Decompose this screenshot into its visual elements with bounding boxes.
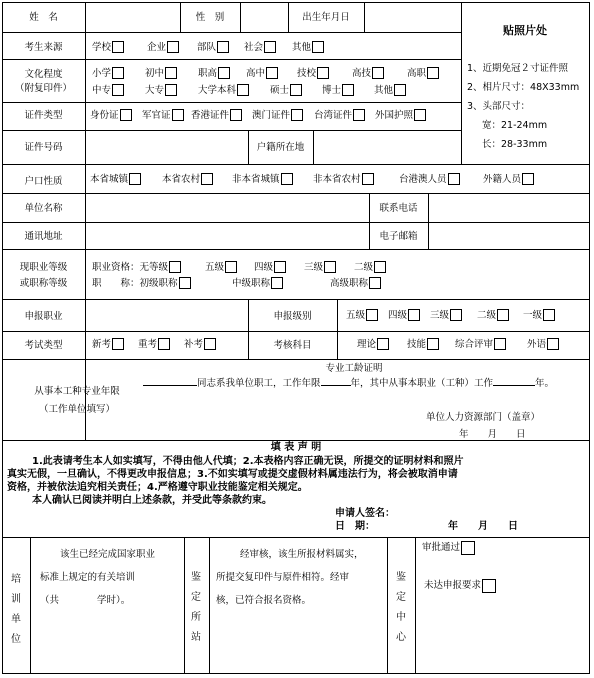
option-label: 澳门证件 bbox=[252, 110, 291, 121]
option-label: 五级 bbox=[205, 262, 225, 273]
option-label: 外语 bbox=[527, 339, 547, 350]
checkbox[interactable] bbox=[167, 41, 179, 53]
option-label: 企业 bbox=[147, 42, 167, 53]
station-line-2: 所提交复印件与原件相符。经审 bbox=[216, 572, 350, 583]
option-enterprise[interactable] bbox=[147, 42, 179, 54]
checkbox[interactable] bbox=[274, 261, 286, 273]
option-label: 其他 bbox=[292, 42, 312, 53]
option-label: 三级 bbox=[430, 310, 450, 321]
checkbox[interactable] bbox=[427, 67, 439, 79]
checkbox[interactable] bbox=[427, 338, 439, 350]
photo-note: 1、近期免冠２寸证件照 bbox=[467, 63, 569, 74]
declaration-date-parts: 年 月 日 bbox=[448, 521, 518, 532]
checkbox[interactable] bbox=[165, 67, 177, 79]
checkbox[interactable] bbox=[218, 67, 230, 79]
option-macau-id[interactable] bbox=[252, 110, 303, 122]
option-label: 无等级 bbox=[139, 262, 169, 273]
option-army[interactable] bbox=[197, 42, 229, 54]
colleague-name-blank[interactable] bbox=[143, 385, 197, 386]
checkbox[interactable] bbox=[366, 309, 378, 321]
checkbox[interactable] bbox=[522, 173, 534, 185]
option-new-exam[interactable] bbox=[92, 339, 124, 351]
option-label: 一级 bbox=[523, 310, 543, 321]
photo-note: 2、相片尺寸：48X33mm bbox=[467, 82, 580, 93]
training-line-2: 标准上规定的有关培训 bbox=[40, 572, 136, 583]
option-label: 非本省城镇 bbox=[232, 174, 280, 185]
option-label: 二级 bbox=[354, 262, 374, 273]
checkbox[interactable] bbox=[497, 309, 509, 321]
checkbox[interactable] bbox=[450, 309, 462, 321]
option-label: 未达申报要求 bbox=[424, 580, 482, 591]
hukou-place-input[interactable] bbox=[314, 131, 460, 163]
occupation-years-blank[interactable] bbox=[493, 385, 535, 386]
qualification-row bbox=[92, 262, 181, 274]
checkbox[interactable] bbox=[342, 84, 354, 96]
checkbox[interactable] bbox=[461, 541, 475, 555]
option-label: 军官证 bbox=[142, 110, 171, 121]
option-label: 中专 bbox=[92, 85, 112, 96]
hr-dept-stamp: 单位人力资源部门（盖章） bbox=[426, 412, 541, 423]
option-passport[interactable] bbox=[375, 110, 426, 122]
option-label: 中级职称 bbox=[232, 278, 271, 289]
training-unit-label: 培训单位 bbox=[11, 574, 21, 645]
option-province-rural[interactable] bbox=[162, 174, 213, 186]
option-label: 社会 bbox=[244, 42, 264, 53]
option-college[interactable] bbox=[145, 85, 177, 97]
option-skill[interactable] bbox=[407, 339, 439, 351]
checkbox[interactable] bbox=[353, 109, 365, 121]
sentence-part-b: 年，其中从事本职业（工种）工作 bbox=[350, 378, 494, 389]
option-label: 四级 bbox=[254, 262, 274, 273]
option-title-senior[interactable] bbox=[330, 278, 381, 290]
option-apply-4[interactable] bbox=[388, 310, 420, 322]
option-society[interactable] bbox=[244, 42, 276, 54]
option-label: 部队 bbox=[197, 42, 217, 53]
proof-date: 年 月 日 bbox=[459, 429, 526, 440]
option-school[interactable] bbox=[92, 42, 124, 54]
checkbox[interactable] bbox=[482, 579, 496, 593]
option-label: 高职 bbox=[407, 68, 427, 79]
option-province-urban[interactable] bbox=[90, 174, 141, 186]
checkbox[interactable] bbox=[372, 67, 384, 79]
option-label: 香港证件 bbox=[191, 110, 230, 121]
option-label: 高级职称 bbox=[330, 278, 369, 289]
station-line-3: 核，已符合报名资格。 bbox=[216, 595, 312, 606]
declaration-line-4: 本人确认已阅读并明白上述条款，并受此等条款约束。 bbox=[32, 495, 272, 506]
option-nonprovince-rural[interactable] bbox=[313, 174, 374, 186]
training-line-3: （共 学时）。 bbox=[40, 595, 131, 606]
photo-note: 宽：21-24mm bbox=[482, 120, 548, 131]
option-label: 大专 bbox=[145, 85, 165, 96]
option-label: 非本省农村 bbox=[313, 174, 361, 185]
option-label: 新考 bbox=[92, 339, 112, 350]
option-label: 高技 bbox=[352, 68, 372, 79]
checkbox[interactable] bbox=[408, 309, 420, 321]
col-line bbox=[184, 537, 185, 673]
id-number-label: 证件号码 bbox=[24, 142, 63, 153]
row-line bbox=[2, 164, 590, 165]
checkbox[interactable] bbox=[271, 277, 283, 289]
birth-label: 出生年月日 bbox=[302, 12, 350, 23]
col-line bbox=[415, 537, 416, 673]
gender-label: 性 别 bbox=[195, 12, 225, 23]
option-label: 审批通过 bbox=[422, 542, 461, 553]
employer-label: 单位名称 bbox=[24, 203, 63, 214]
option-label: 高中 bbox=[246, 68, 266, 79]
checkbox[interactable] bbox=[129, 173, 141, 185]
option-label: 五级 bbox=[346, 310, 366, 321]
option-master[interactable] bbox=[270, 85, 302, 97]
option-label: 本省农村 bbox=[162, 174, 201, 185]
option-label: 博士 bbox=[322, 85, 342, 96]
declaration-date-label: 日 期： bbox=[335, 521, 375, 532]
name-label: 姓 名 bbox=[29, 12, 58, 23]
option-label: 外国护照 bbox=[375, 110, 414, 121]
border-bottom bbox=[2, 673, 590, 674]
checkbox[interactable] bbox=[312, 41, 324, 53]
title-prefix: 职 称： bbox=[92, 278, 140, 289]
email-label: 电子邮箱 bbox=[379, 231, 418, 242]
row-line bbox=[2, 249, 590, 250]
center-label: 鉴定中心 bbox=[396, 572, 406, 643]
photo-area[interactable] bbox=[462, 3, 588, 163]
photo-note: 3、头部尺寸： bbox=[467, 101, 531, 112]
name-input[interactable] bbox=[86, 3, 179, 31]
option-apply-5[interactable] bbox=[346, 310, 378, 322]
source-label: 考生来源 bbox=[24, 42, 63, 53]
option-theory[interactable] bbox=[357, 339, 389, 351]
work-years-label: 从事本工种专业年限 bbox=[34, 386, 120, 397]
photo-note: 长：28-33mm bbox=[482, 139, 548, 150]
option-label: 三级 bbox=[304, 262, 324, 273]
option-label: 身份证 bbox=[90, 110, 119, 121]
phone-label: 联系电话 bbox=[379, 203, 418, 214]
col-line bbox=[209, 537, 210, 673]
checkbox[interactable] bbox=[369, 277, 381, 289]
option-nonprovince-urban[interactable] bbox=[232, 174, 293, 186]
years-blank[interactable] bbox=[321, 385, 351, 386]
checkbox[interactable] bbox=[112, 84, 124, 96]
col-line bbox=[337, 299, 338, 359]
checkbox[interactable] bbox=[324, 261, 336, 273]
option-label: 小学 bbox=[92, 68, 112, 79]
checkbox[interactable] bbox=[120, 109, 132, 121]
qualification-prefix: 职业资格： bbox=[92, 262, 140, 273]
option-hk-macau-taiwan[interactable] bbox=[399, 174, 460, 186]
col-line bbox=[30, 537, 31, 673]
education-label: 文化程度 bbox=[24, 69, 63, 80]
option-label: 职高 bbox=[198, 68, 218, 79]
gender-input[interactable] bbox=[241, 3, 287, 31]
application-form bbox=[2, 2, 590, 674]
birth-input[interactable] bbox=[365, 3, 460, 31]
applicant-signature-label: 申请人签名： bbox=[335, 508, 395, 519]
option-label: 初级职称 bbox=[139, 278, 178, 289]
apply-job-label: 申报职业 bbox=[24, 311, 63, 322]
option-comprehensive[interactable] bbox=[455, 339, 506, 351]
option-apply-2[interactable] bbox=[477, 310, 509, 322]
checkbox[interactable] bbox=[179, 277, 191, 289]
option-qual-4[interactable] bbox=[254, 262, 286, 274]
option-label: 其他 bbox=[374, 85, 394, 96]
option-retake[interactable] bbox=[138, 339, 170, 351]
checkbox[interactable] bbox=[112, 338, 124, 350]
checkbox[interactable] bbox=[394, 84, 406, 96]
address-input[interactable] bbox=[86, 223, 368, 248]
hukou-place-label: 户籍所在地 bbox=[256, 142, 305, 153]
option-apply-1[interactable] bbox=[523, 310, 555, 322]
row-line bbox=[2, 59, 461, 60]
declaration-line-3: 资格，并被依法追究相关责任；4.严格遵守职业技能鉴定相关规定。 bbox=[7, 482, 308, 493]
option-label: 补考 bbox=[184, 339, 204, 350]
option-higher-vocational[interactable] bbox=[407, 68, 439, 80]
option-qual-3[interactable] bbox=[304, 262, 336, 274]
option-apply-3[interactable] bbox=[430, 310, 462, 322]
checkbox[interactable] bbox=[112, 67, 124, 79]
station-line-1: 经审核，该生所报材料属实， bbox=[240, 549, 364, 560]
option-secondary-vocational[interactable] bbox=[92, 85, 124, 97]
current-level-label: 现职业等级 bbox=[19, 262, 68, 273]
option-label: 台港澳人员 bbox=[399, 174, 447, 185]
option-label: 综合评审 bbox=[455, 339, 494, 350]
option-id-card[interactable] bbox=[90, 110, 132, 122]
option-label: 学校 bbox=[92, 42, 112, 53]
checkbox[interactable] bbox=[158, 338, 170, 350]
sentence-part-c: 年。 bbox=[535, 378, 555, 389]
applicant-signature-input[interactable] bbox=[402, 507, 522, 520]
checkbox[interactable] bbox=[169, 261, 181, 273]
training-line-1: 该生已经完成国家职业 bbox=[60, 549, 156, 560]
col-line bbox=[85, 2, 86, 440]
option-hongkong-id[interactable] bbox=[191, 110, 242, 122]
id-type-label: 证件类型 bbox=[24, 110, 63, 121]
checkbox[interactable] bbox=[362, 173, 374, 185]
option-senior-tech[interactable] bbox=[352, 68, 384, 80]
checkbox[interactable] bbox=[237, 84, 249, 96]
checkbox[interactable] bbox=[281, 173, 293, 185]
checkbox[interactable] bbox=[165, 84, 177, 96]
declaration-line-2: 真实无假，一旦确认，不得更改申报信息；3.不如实填写或提交虚假材料属违法行为，将会被取消申请 bbox=[7, 469, 458, 480]
sentence-part-a: 同志系我单位职工，工作年限 bbox=[197, 378, 321, 389]
checkbox[interactable] bbox=[225, 261, 237, 273]
option-label: 硕士 bbox=[270, 85, 290, 96]
option-taiwan-id[interactable] bbox=[314, 110, 365, 122]
checkbox[interactable] bbox=[543, 309, 555, 321]
checkbox[interactable] bbox=[377, 338, 389, 350]
declaration-line-1: 1.此表请考生本人如实填写，不得由他人代填；2.本表格内容正确无误，所提交的证明材料和照片 bbox=[32, 456, 464, 467]
employer-input[interactable] bbox=[86, 194, 368, 221]
option-label: 初中 bbox=[145, 68, 165, 79]
option-officer-card[interactable] bbox=[142, 110, 184, 122]
education-label-note: （附复印件） bbox=[14, 83, 72, 94]
row-line bbox=[2, 331, 590, 332]
col-line bbox=[387, 537, 388, 673]
checkbox[interactable] bbox=[448, 173, 460, 185]
photo-title: 贴照片处 bbox=[503, 24, 547, 37]
title-row bbox=[92, 278, 191, 290]
option-label: 外籍人员 bbox=[483, 174, 522, 185]
option-label: 本省城镇 bbox=[90, 174, 129, 185]
work-years-label-note: （工作单位填写） bbox=[38, 404, 115, 415]
row-line bbox=[2, 359, 590, 360]
email-input[interactable] bbox=[429, 223, 588, 248]
checkbox[interactable] bbox=[112, 41, 124, 53]
checkbox[interactable] bbox=[414, 109, 426, 121]
option-label: 重考 bbox=[138, 339, 158, 350]
option-senior[interactable] bbox=[246, 68, 278, 80]
row-line bbox=[2, 102, 461, 103]
work-proof-sentence bbox=[143, 378, 554, 390]
option-qual-5[interactable] bbox=[205, 262, 237, 274]
apply-level-label: 申报级别 bbox=[273, 311, 312, 322]
checkbox[interactable] bbox=[217, 41, 229, 53]
option-primary[interactable] bbox=[92, 68, 124, 80]
option-bachelor[interactable] bbox=[198, 85, 249, 97]
apply-job-input[interactable] bbox=[86, 300, 247, 330]
checkbox[interactable] bbox=[201, 173, 213, 185]
option-tech-school[interactable] bbox=[297, 68, 329, 80]
id-number-input[interactable] bbox=[86, 131, 247, 163]
option-not-qualified[interactable] bbox=[424, 580, 496, 593]
option-approved[interactable] bbox=[422, 542, 475, 555]
option-label: 技能 bbox=[407, 339, 427, 350]
checkbox[interactable] bbox=[374, 261, 386, 273]
declaration-title: 填 表 声 明 bbox=[270, 442, 322, 453]
option-makeup[interactable] bbox=[184, 339, 216, 351]
option-edu-other[interactable] bbox=[374, 85, 406, 97]
option-label: 大学本科 bbox=[198, 85, 237, 96]
current-level-label-2: 或职称等级 bbox=[19, 278, 68, 289]
option-label: 台湾证件 bbox=[314, 110, 353, 121]
checkbox[interactable] bbox=[230, 109, 242, 121]
checkbox[interactable] bbox=[204, 338, 216, 350]
checkbox[interactable] bbox=[291, 109, 303, 121]
option-title-mid[interactable] bbox=[232, 278, 283, 290]
checkbox[interactable] bbox=[494, 338, 506, 350]
address-label: 通讯地址 bbox=[24, 231, 63, 242]
option-label: 理论 bbox=[357, 339, 377, 350]
option-other[interactable] bbox=[292, 42, 324, 54]
exam-type-label: 考试类型 bbox=[24, 340, 63, 351]
option-qual-2[interactable] bbox=[354, 262, 386, 274]
work-proof-title: 专业工龄证明 bbox=[325, 363, 383, 374]
option-foreign-language[interactable] bbox=[527, 339, 559, 351]
row-line bbox=[2, 537, 590, 538]
option-label: 技校 bbox=[297, 68, 317, 79]
option-doctor[interactable] bbox=[322, 85, 354, 97]
checkbox[interactable] bbox=[290, 84, 302, 96]
checkbox[interactable] bbox=[264, 41, 276, 53]
checkbox[interactable] bbox=[317, 67, 329, 79]
exam-subject-label: 考核科目 bbox=[273, 340, 312, 351]
checkbox[interactable] bbox=[172, 109, 184, 121]
row-line bbox=[2, 32, 461, 33]
hukou-label: 户口性质 bbox=[24, 176, 63, 187]
station-label: 鉴定所站 bbox=[191, 572, 201, 643]
option-label: 二级 bbox=[477, 310, 497, 321]
option-label: 四级 bbox=[388, 310, 408, 321]
option-junior[interactable] bbox=[145, 68, 177, 80]
checkbox[interactable] bbox=[547, 338, 559, 350]
option-foreign[interactable] bbox=[483, 174, 534, 186]
checkbox[interactable] bbox=[266, 67, 278, 79]
option-vocational-high[interactable] bbox=[198, 68, 230, 80]
border-right bbox=[589, 2, 590, 674]
phone-input[interactable] bbox=[429, 194, 588, 221]
